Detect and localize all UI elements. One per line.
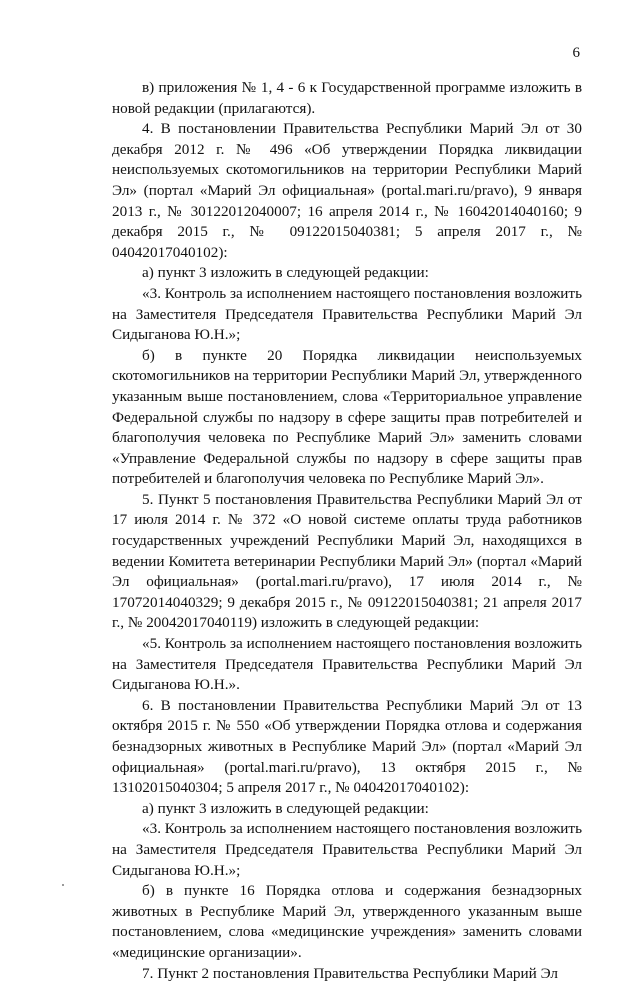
paragraph-item-6a: а) пункт 3 изложить в следующей редакции:: [142, 799, 429, 817]
paragraph-appendix-note: в) приложения № 1, 4 - 6 к Государственной программе изложить в новой редакции (прилагаются).: [112, 79, 582, 117]
paragraph-item-4b: б) в пункте 20 Порядка ликвидации неиспользуемых скотомогильников на территории Республики Марий Эл, утвержденного указанным выше постановлением, слова «Территориальное управление Федеральной службы по надзору в сфере защиты прав потребителей и благополучия человека по Республике Марий Эл» заменить словами «Управление Федеральной службы по надзору в сфере защиты прав потребителей и благополучия человека по Республике Марий Эл».: [112, 346, 582, 488]
scan-artifact-dot: [62, 884, 64, 886]
paragraph-item-6b: б) в пункте 16 Порядка отлова и содержания безнадзорных животных в Республике Марий Эл, утвержденного указанным выше постановлением, слова «медицинские учреждения» заменить словами «медицинские организации».: [112, 882, 582, 961]
document-body: [112, 78, 582, 984]
paragraph-item-7: 7. Пункт 2 постановления Правительства Республики Марий Эл: [142, 964, 558, 982]
paragraph-item-6: 6. В постановлении Правительства Республики Марий Эл от 13 октября 2015 г. № 550 «Об утверждении Порядка отлова и содержания безнадзорных животных в Республике Марий Эл» (портал «Марий Эл официальная» (portal.mari.ru/pravo), 13 октября 2015 г., № 13102015040304; 5 апреля 2017 г., № 04042017040102):: [112, 696, 582, 797]
page-number: 6: [572, 45, 580, 61]
paragraph-item-4: 4. В постановлении Правительства Республики Марий Эл от 30 декабря 2012 г. № 496 «Об утверждении Порядка ликвидации неиспользуемых скотомогильников на территории Республики Марий Эл» (портал «Марий Эл официальная» (portal.mari.ru/pravo), 9 января 2013 г., № 30122012040007; 16 апреля 2014 г., № 16042014040160; 9 декабря 2015 г., № 09122015040381; 5 апреля 2017 г., № 04042017040102):: [112, 120, 582, 261]
paragraph-item-5-text: «5. Контроль за исполнением настоящего постановления возложить на Заместителя Председателя Правительства Республики Марий Эл Сидыганова Ю.Н.».: [112, 635, 582, 694]
paragraph-item-6a-text: «3. Контроль за исполнением настоящего постановления возложить на Заместителя Председателя Правительства Республики Марий Эл Сидыганова Ю.Н.»;: [112, 820, 582, 879]
paragraph-item-4a: а) пункт 3 изложить в следующей редакции:: [142, 264, 429, 282]
paragraph-item-5: 5. Пункт 5 постановления Правительства Республики Марий Эл от 17 июля 2014 г. № 372 «О новой системе оплаты труда работников государственных учреждений Республики Марий Эл, находящихся в ведении Комитета ветеринарии Республики Марий Эл» (портал «Марий Эл официальная» (portal.mari.ru/pravo), 17 июля 2014 г., № 17072014040329; 9 декабря 2015 г., № 09122015040381; 21 апреля 2017 г., № 20042017040119) изложить в следующей редакции:: [112, 490, 582, 632]
paragraph-item-4a-text: «3. Контроль за исполнением настоящего постановления возложить на Заместителя Председателя Правительства Республики Марий Эл Сидыганова Ю.Н.»;: [112, 284, 582, 344]
